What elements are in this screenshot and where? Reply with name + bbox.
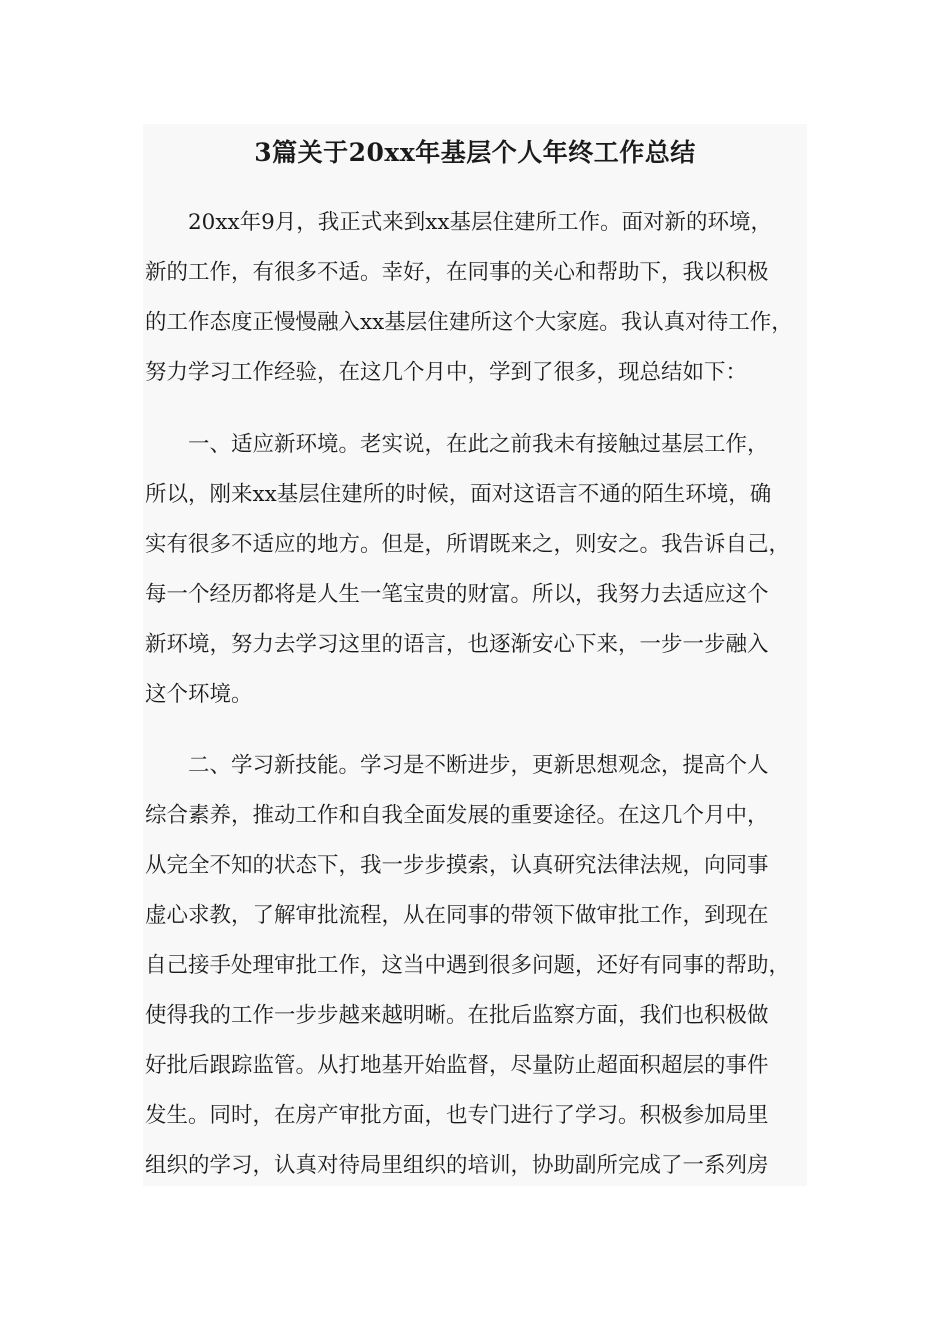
paragraph-3-line-6: 使得我的工作一步步越来越明晰。在批后监察方面，我们也积极做 bbox=[145, 1003, 769, 1028]
paragraph-3-line-9: 组织的学习，认真对待局里组织的培训，协助副所完成了一系列房 bbox=[145, 1153, 769, 1178]
paragraph-2-line-2: 所以，刚来xx基层住建所的时候，面对这语言不通的陌生环境，确 bbox=[145, 482, 772, 507]
paragraph-2-line-6: 这个环境。 bbox=[145, 682, 253, 707]
paragraph-3-line-4: 虚心求教，了解审批流程，从在同事的带领下做审批工作，到现在 bbox=[145, 903, 769, 928]
paragraph-1-line-2: 新的工作，有很多不适。幸好，在同事的关心和帮助下，我以积极 bbox=[145, 260, 769, 285]
paragraph-3-line-1: 二、学习新技能。学习是不断进步，更新思想观念，提高个人 bbox=[188, 753, 769, 778]
paragraph-3-line-3: 从完全不知的状态下，我一步步摸索，认真研究法律法规，向同事 bbox=[145, 853, 769, 878]
paragraph-2-line-4: 每一个经历都将是人生一笔宝贵的财富。所以，我努力去适应这个 bbox=[145, 582, 769, 607]
paragraph-1-line-4: 努力学习工作经验，在这几个月中，学到了很多，现总结如下： bbox=[145, 360, 748, 385]
paragraph-3-line-8: 发生。同时，在房产审批方面，也专门进行了学习。积极参加局里 bbox=[145, 1103, 769, 1128]
paragraph-2-line-1: 一、适应新环境。老实说，在此之前我未有接触过基层工作， bbox=[188, 432, 769, 457]
paragraph-1-line-3: 的工作态度正慢慢融入xx基层住建所这个大家庭。我认真对待工作， bbox=[145, 310, 793, 335]
paragraph-2-line-3: 实有很多不适应的地方。但是，所谓既来之，则安之。我告诉自己， bbox=[145, 532, 791, 557]
paragraph-3-line-7: 好批后跟踪监管。从打地基开始监督，尽量防止超面积超层的事件 bbox=[145, 1053, 769, 1078]
paragraph-2-line-5: 新环境，努力去学习这里的语言，也逐渐安心下来，一步一步融入 bbox=[145, 632, 769, 657]
paragraph-3-line-2: 综合素养，推动工作和自我全面发展的重要途径。在这几个月中， bbox=[145, 803, 769, 828]
paragraph-3-line-5: 自己接手处理审批工作，这当中遇到很多问题，还好有同事的帮助， bbox=[145, 953, 791, 978]
paragraph-1-line-1: 20xx年9月，我正式来到xx基层住建所工作。面对新的环境， bbox=[188, 210, 773, 235]
document-title: 3篇关于20xx年基层个人年终工作总结 bbox=[254, 138, 696, 167]
